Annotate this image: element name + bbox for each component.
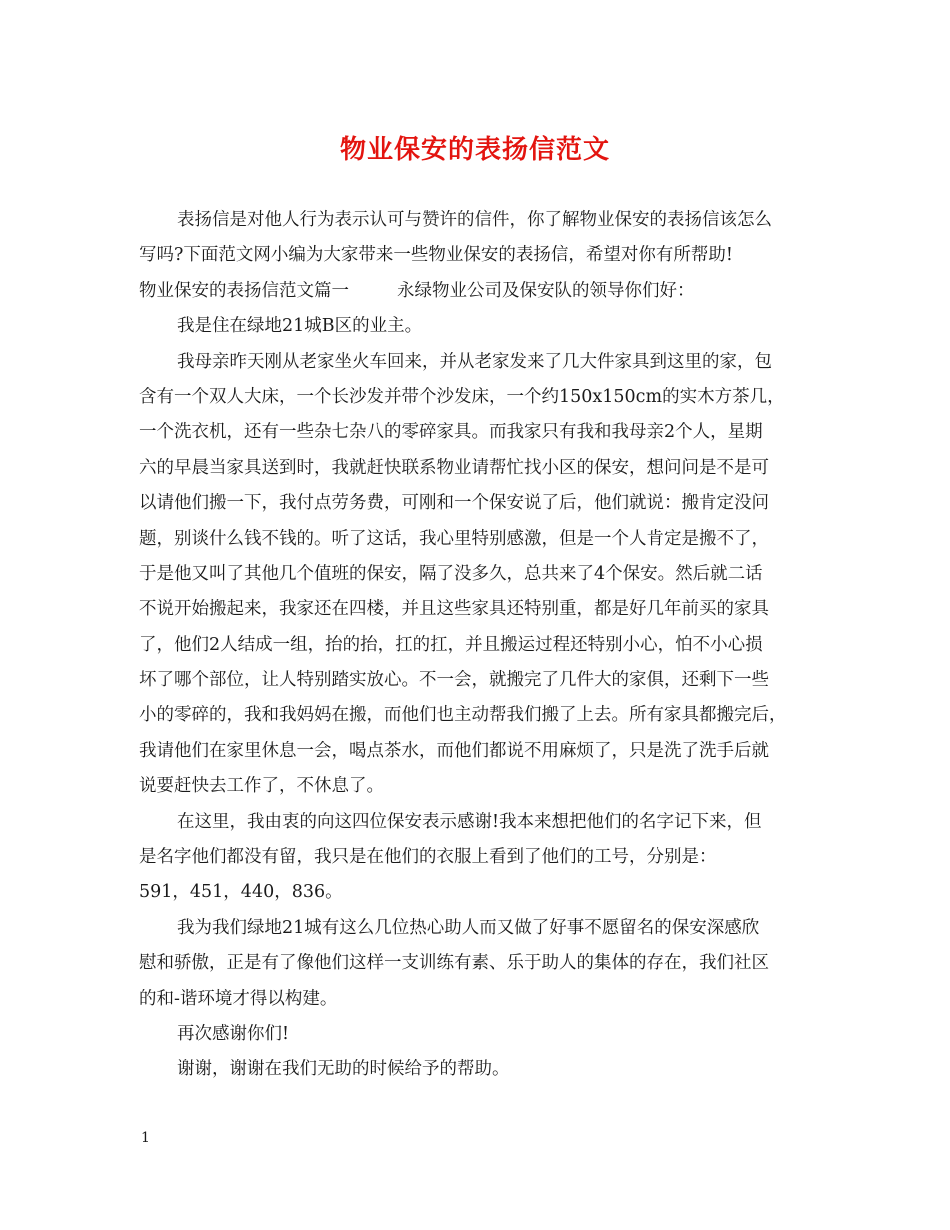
paragraph-line: 于是他又叫了其他几个值班的保安，隔了没多久，总共来了4个保安。然后就二话 [139, 563, 763, 584]
section-heading: 物业保安的表扬信范文篇一 [139, 280, 349, 301]
paragraph-line: 不说开始搬起来，我家还在四楼，并且这些家具还特别重，都是好几年前买的家具 [139, 599, 769, 620]
paragraph-line: 我是住在绿地21城B区的业主。 [177, 316, 423, 337]
paragraph-line: 题，别谈什么钱不钱的。听了这话，我心里特别感激，但是一个人肯定是搬不了， [139, 528, 769, 549]
paragraph-line: 一个洗衣机，还有一些杂七杂八的零碎家具。而我家只有我和我母亲2个人，星期 [139, 422, 763, 443]
paragraph-line: 坏了哪个部位，让人特别踏实放心。不一会，就搬完了几件大的家俱，还剩下一些 [139, 670, 769, 691]
paragraph-line: 591，451，440，836。 [139, 882, 343, 903]
paragraph-line: 我母亲昨天刚从老家坐火车回来，并从老家发来了几大件家具到这里的家，包 [177, 351, 772, 372]
paragraph-line: 在这里，我由衷的向这四位保安表示感谢!我本来想把他们的名字记下来，但 [177, 811, 762, 832]
paragraph-line: 的和-谐环境才得以构建。 [139, 988, 338, 1009]
paragraph-line: 慰和骄傲，正是有了像他们这样一支训练有素、乐于助人的集体的存在，我们社区 [139, 953, 769, 974]
document-title: 物业保安的表扬信范文 [339, 135, 610, 165]
paragraph-line: 含有一个双人大床，一个长沙发并带个沙发床，一个约150x150cm的实木方茶几， [139, 386, 785, 407]
salutation: 永绿物业公司及保安队的领导你们好： [397, 280, 695, 301]
paragraph-line: 说要赶快去工作了，不休息了。 [139, 776, 384, 797]
paragraph-line: 写吗?下面范文网小编为大家带来一些物业保安的表扬信，希望对你有所帮助! [139, 245, 733, 266]
paragraph-line: 我为我们绿地21城有这么几位热心助人而又做了好事不愿留名的保安深感欣 [177, 917, 760, 938]
paragraph-line: 表扬信是对他人行为表示认可与赞许的信件，你了解物业保安的表扬信该怎么 [177, 210, 772, 230]
paragraph-line: 六的早晨当家具送到时，我就赶快联系物业请帮忙找小区的保安，想问问是不是可 [139, 457, 769, 478]
paragraph-line: 谢谢，谢谢在我们无助的时候给予的帮助。 [177, 1059, 510, 1080]
section-heading-line [139, 274, 819, 309]
paragraph-line: 小的零碎的，我和我妈妈在搬，而他们也主动帮我们搬了上去。所有家具都搬完后， [139, 705, 787, 726]
page-number: 1 [141, 1130, 150, 1146]
paragraph-line: 再次感谢你们! [177, 1023, 290, 1044]
paragraph-line: 我请他们在家里休息一会，喝点茶水，而他们都说不用麻烦了，只是洗了洗手后就 [139, 740, 769, 761]
paragraph-line: 了，他们2人结成一组，抬的抬，扛的扛，并且搬运过程还特别小心，怕不小心损 [139, 634, 763, 655]
paragraph-line: 以请他们搬一下，我付点劳务费，可刚和一个保安说了后，他们就说：搬肯定没问 [139, 493, 769, 514]
document-body [139, 203, 819, 1088]
paragraph-line: 是名字他们都没有留，我只是在他们的衣服上看到了他们的工号，分别是： [139, 847, 717, 868]
